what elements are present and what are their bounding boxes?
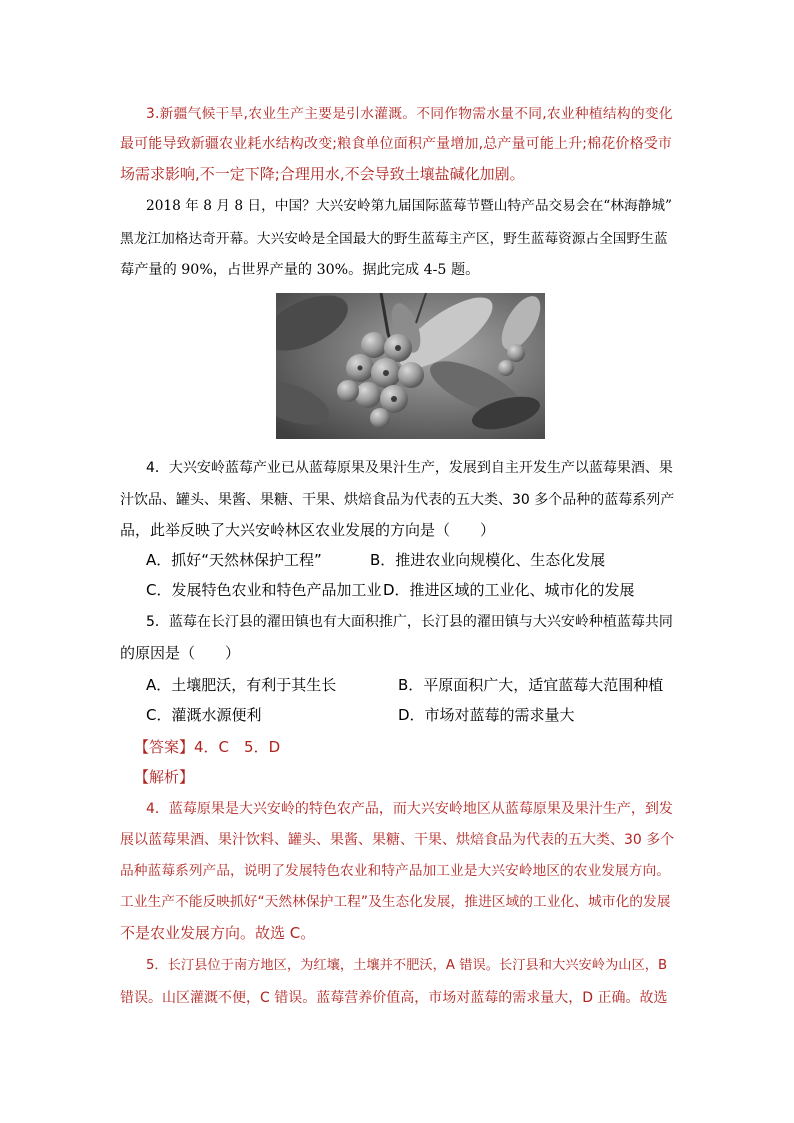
blueberry-illustration xyxy=(276,293,545,439)
analysis-label: 【解析】 xyxy=(134,768,195,786)
analysis-q4-line1: 4．蓝莓原果是大兴安岭的特色农产品，而大兴安岭地区从蓝莓原果及果汁生产，到发 xyxy=(146,801,673,817)
q5-option-a: A．土壤肥沃，有利于其生长 xyxy=(146,676,337,694)
analysis-q5-line2: 错误。山区灌溉不便，C 错误。蓝莓营养价值高，市场对蓝莓的需求量大，D 正确。故选 xyxy=(120,990,668,1006)
explanation-q3-line3: 场需求影响,不一定下降;合理用水,不会导致土壤盐碱化加剧。 xyxy=(120,165,525,183)
q4-line3: 品，此举反映了大兴安岭林区农业发展的方向是（ ） xyxy=(120,521,496,539)
q4-option-b: B．推进农业向规模化、生态化发展 xyxy=(370,551,606,569)
q5-option-c: C．灌溉水源便利 xyxy=(146,706,262,724)
explanation-q3-line1: 3.新疆气候干旱,农业生产主要是引水灌溉。不同作物需水量不同,农业种植结构的变化 xyxy=(146,106,673,122)
q5-option-d: D．市场对蓝莓的需求量大 xyxy=(398,706,575,724)
q4-option-d: D．推进区域的工业化、城市化的发展 xyxy=(383,581,635,599)
blueberry-photo xyxy=(276,293,545,439)
q4-option-a: A．抓好“天然林保护工程” xyxy=(146,551,322,569)
answer-label: 【答案】 xyxy=(134,738,195,756)
analysis-q5-line1: 5．长汀县位于南方地区，为红壤，土壤并不肥沃，A 错误。长汀县和大兴安岭为山区，B xyxy=(146,958,668,973)
q5-line1: 5．蓝莓在长汀县的濯田镇也有大面积推广，长汀县的濯田镇与大兴安岭种植蓝莓共同 xyxy=(146,614,673,630)
answer-line xyxy=(134,737,280,757)
passage-line2: 黑龙江加格达奇开幕。大兴安岭是全国最大的野生蓝莓主产区，野生蓝莓资源占全国野生蓝 xyxy=(120,231,668,247)
passage-line3: 莓产量的 90%，占世界产量的 30%。据此完成 4-5 题。 xyxy=(120,262,480,278)
q4-option-c: C．发展特色农业和特色产品加工业 xyxy=(146,581,382,599)
q5-line2: 的原因是（ ） xyxy=(120,644,241,662)
analysis-q4-line5: 不是农业发展方向。故选 C。 xyxy=(120,924,316,942)
passage-line1: 2018 年 8 月 8 日，中国？大兴安岭第九届国际蓝莓节暨山特产品交易会在“林海静城” xyxy=(146,198,673,214)
q5-option-b: B．平原面积广大，适宜蓝莓大范围种植 xyxy=(398,676,664,694)
analysis-q4-line4: 工业生产不能反映抓好“天然林保护工程”及生态化发展，推进区域的工业化、城市化的发展 xyxy=(120,894,671,910)
q4-line2: 汁饮品、罐头、果酱、果糖、干果、烘焙食品为代表的五大类、30 多个品种的蓝莓系列产 xyxy=(120,492,675,508)
answer-text: 4．C 5．D xyxy=(194,738,281,756)
analysis-q4-line3: 品种蓝莓系列产品，说明了发展特色农业和特产品加工业是大兴安岭地区的农业发展方向。 xyxy=(120,863,671,879)
q4-line1: 4．大兴安岭蓝莓产业已从蓝莓原果及果汁生产，发展到自主开发生产以蓝莓果酒、果 xyxy=(146,460,673,476)
explanation-q3-line2: 最可能导致新疆农业耗水结构改变;粮食单位面积产量增加,总产量可能上升;棉花价格受市 xyxy=(120,136,673,152)
analysis-q4-line2: 展以蓝莓果酒、果汁饮料、罐头、果酱、果糖、干果、烘焙食品为代表的五大类、30 多个 xyxy=(120,832,675,848)
